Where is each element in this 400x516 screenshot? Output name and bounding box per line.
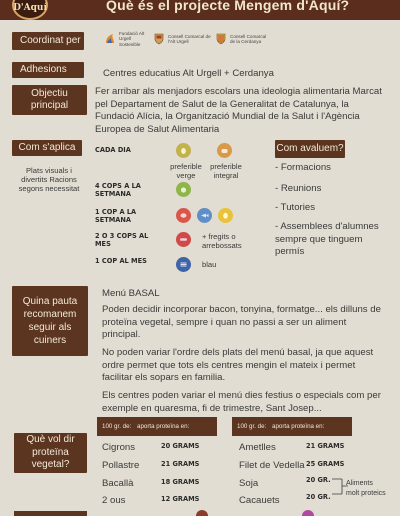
protein-table-head-right: [232, 417, 352, 436]
grams-left-1: 20 GRAMS: [161, 442, 200, 450]
freq-4-cops: 4 COPS A LA SETMANA: [95, 182, 141, 198]
proteina-label-text: Què vol dir proteïna vegetal?: [26, 434, 75, 471]
pauta-paragraph-1: Poden decidir incorporar bacon, tonyina, formatge... els dilluns de proteïna vegetal, sempre i quan no passi a ser un aliment principal.: [102, 304, 381, 341]
egg-icon: [218, 208, 233, 223]
partner-logo-2: [153, 29, 211, 49]
grams-right-2: 25 GRAMS: [306, 460, 345, 468]
sausage-icon: [176, 232, 191, 247]
adhesions-text: Centres educatius Alt Urgell + Cerdanya: [103, 68, 274, 79]
freq-1-cop-setmana: 1 COP A LA SETMANA: [95, 208, 137, 224]
food-left-2: Pollastre: [102, 460, 140, 471]
partner-name-1: Fundació Alt Urgell Sostenible: [119, 30, 145, 47]
grams-right-4: 20 GR.: [306, 493, 331, 501]
coordinat-label: [12, 32, 84, 50]
coordinat-label-text: Coordinat per: [20, 35, 81, 46]
flame-logo-icon: [104, 33, 116, 45]
grams-left-2: 21 GRAMS: [161, 460, 200, 468]
food-left-3: Bacallà: [102, 478, 134, 489]
freq-2-3-cops: 2 O 3 COPS AL MES: [95, 232, 149, 248]
grams-left-3: 18 GRAMS: [161, 478, 200, 486]
grams-right-1: 21 GRAMS: [306, 442, 345, 450]
bread-icon: [217, 143, 232, 158]
food-left-1: Cigrons: [102, 442, 136, 453]
logo-text: D'Aquí: [13, 3, 47, 13]
avaluem-item-2: - Reunions: [275, 183, 322, 194]
objectiu-text: Fer arribar als menjadors escolars una ideologia alimentaria Marcat pel Departament de Salut de la Generalitat de Catalunya, la Fundació Alícia, la Organització Mundial de la Salut i l'Agència Europea de Salut Alimentaria: [95, 86, 382, 135]
next-section-icon-edge-2: [302, 510, 314, 516]
food-right-3: Soja: [239, 478, 259, 489]
note-preferible-verge: preferible verge: [170, 162, 202, 181]
olive-oil-icon: [176, 143, 191, 158]
aplica-label: [12, 140, 82, 156]
adhesions-label: [12, 62, 84, 78]
pauta-label: [12, 286, 88, 356]
next-section-label-edge: [14, 511, 87, 516]
apple-icon: [176, 182, 191, 197]
grams-right-3: 20 GR.: [306, 476, 331, 484]
pauta-label-text: Quina pauta recomanem seguir als cuiners: [22, 296, 78, 346]
aplica-subtext: Plats visuals i divertits Racions segons necessitat: [18, 166, 80, 194]
page-title: Què és el projecte Mengem d'Aquí?: [106, 0, 350, 13]
note-preferible-integral: preferible integral: [210, 162, 242, 181]
head-food-right: 100 gr. de:: [237, 422, 267, 430]
food-right-1: Ametlles: [239, 442, 276, 453]
objectiu-label: [12, 85, 87, 115]
adhesions-label-text: Adhesions: [20, 64, 67, 75]
partner-name-3: Consell Comarcal de la Cerdanya: [230, 33, 267, 44]
objectiu-label-text: Objectiu principal: [30, 88, 69, 111]
food-left-4: 2 ous: [102, 495, 126, 506]
avaluem-label-text: Com avaluem?: [276, 143, 344, 154]
avaluem-item-3: - Tutories: [275, 202, 315, 213]
proteina-label: [14, 433, 87, 473]
meat-icon: [176, 208, 191, 223]
aplica-label-text: Com s'aplica: [18, 142, 76, 153]
head-protein-left: aporta proteïna en:: [137, 422, 190, 430]
food-right-4: Cacauets: [239, 495, 280, 506]
avaluem-item-4: - Assemblees d'alumnes sempre que tinguem permís: [275, 221, 379, 258]
freq-cada-dia: CADA DIA: [95, 146, 131, 154]
note-fregits: + fregits o arrebossats: [202, 232, 242, 251]
pauta-paragraph-3: Els centres poden variar el menú dies festius o especials com per exemple en quaresma, fi de trimestre, Sant Josep...: [102, 390, 381, 414]
protein-table-head-left: [97, 417, 217, 436]
partner-name-2: Consell Comarcal de l'Alt Urgell: [168, 33, 211, 44]
next-section-icon-edge: [196, 510, 208, 516]
head-food-left: 100 gr. de:: [102, 422, 132, 430]
fish-icon: [197, 208, 212, 223]
note-blau: blau: [202, 260, 217, 269]
note-molt-proteics: molt proteics: [346, 490, 386, 497]
menu-basal-heading: Menú BASAL: [102, 288, 160, 299]
blue-fish-icon: [176, 257, 191, 272]
avaluem-label: [275, 140, 345, 158]
partner-logo-1: [104, 29, 150, 49]
avaluem-item-1: - Formacions: [275, 162, 331, 173]
grams-left-4: 12 GRAMS: [161, 495, 200, 503]
crest-logo-icon: [215, 33, 227, 45]
freq-1-cop-mes: 1 COP AL MES: [95, 257, 147, 265]
pauta-paragraph-2: No poden variar l'ordre dels plats del menú basal, ja que aquest ordre permet que tots els centres mengin el mateix i permet facilitar els sopars en familia.: [102, 347, 374, 384]
shield-logo-icon: [153, 33, 165, 45]
note-aliments: Aliments: [346, 480, 373, 487]
head-protein-right: aporta proteïna en:: [272, 422, 325, 430]
food-right-2: Filet de Vedella: [239, 460, 305, 471]
partner-logo-3: [215, 29, 267, 49]
